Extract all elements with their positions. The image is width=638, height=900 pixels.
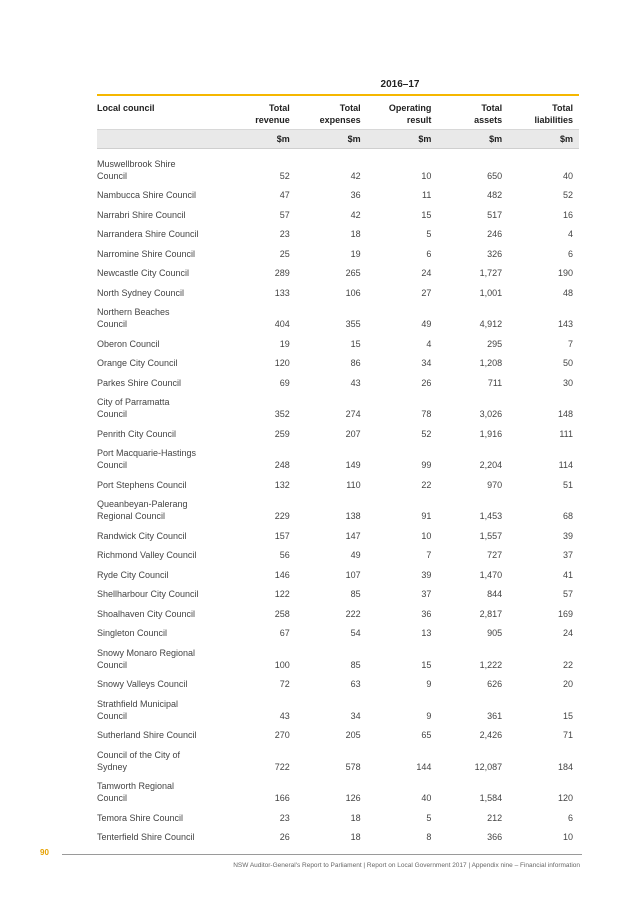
council-name: Temora Shire Council (97, 812, 184, 823)
cell-assets: 1,557 (479, 530, 503, 541)
cell-expenses: 54 (350, 628, 361, 638)
cell-expenses: 126 (345, 793, 361, 803)
cell-assets: 482 (487, 190, 503, 200)
cell-revenue: 47 (279, 190, 290, 200)
header-total-liabilities: Total liabilities (534, 103, 573, 125)
cell-expenses: 42 (350, 170, 361, 181)
cell-revenue: 722 (274, 761, 290, 772)
cell-operating: 40 (421, 793, 432, 803)
year-heading: 2016–17 (380, 79, 420, 90)
cell-expenses: 107 (345, 569, 361, 580)
cell-assets: 246 (487, 229, 503, 239)
cell-expenses: 18 (350, 832, 361, 842)
cell-liabilities: 120 (557, 793, 573, 803)
cell-expenses: 18 (350, 229, 361, 239)
unit-operating: $m (367, 130, 438, 149)
cell-assets: 626 (487, 679, 503, 689)
cell-operating: 22 (421, 479, 432, 490)
cell-revenue: 19 (279, 338, 290, 349)
cell-liabilities: 37 (562, 550, 573, 560)
cell-operating: 26 (421, 377, 432, 388)
cell-revenue: 270 (274, 730, 290, 740)
council-name: Narrabri Shire Council (97, 209, 186, 220)
cell-revenue: 23 (279, 812, 290, 823)
table-row (97, 585, 579, 605)
cell-revenue: 52 (279, 170, 290, 181)
cell-revenue: 122 (274, 589, 290, 599)
table-row (97, 565, 579, 585)
council-name: Nambucca Shire Council (97, 190, 197, 200)
table-row (97, 745, 579, 777)
table-row (97, 546, 579, 566)
table-row (97, 694, 579, 726)
cell-assets: 1,222 (479, 659, 503, 670)
cell-expenses: 85 (350, 589, 361, 599)
cell-operating: 91 (421, 511, 432, 521)
council-name: Parkes Shire Council (97, 377, 182, 388)
cell-liabilities: 20 (562, 679, 573, 689)
cell-assets: 1,916 (479, 428, 503, 439)
table-row (97, 149, 579, 186)
cell-revenue: 67 (279, 628, 290, 638)
cell-assets: 4,912 (479, 319, 503, 329)
table-row (97, 393, 579, 425)
cell-operating: 24 (421, 268, 432, 278)
table-row (97, 526, 579, 546)
table-row (97, 624, 579, 644)
table-row (97, 283, 579, 303)
cell-operating: 34 (421, 358, 432, 368)
council-name: Narrandera Shire Council (97, 229, 199, 239)
council-financials-table (97, 97, 579, 847)
council-name: Richmond Valley Council (97, 550, 197, 560)
cell-expenses: 222 (345, 608, 361, 619)
table-row (97, 303, 579, 335)
cell-liabilities: 40 (562, 170, 573, 181)
cell-operating: 99 (421, 460, 432, 470)
cell-expenses: 106 (345, 287, 361, 298)
cell-operating: 11 (422, 190, 432, 200)
cell-liabilities: 50 (562, 358, 573, 368)
cell-assets: 2,426 (479, 730, 503, 740)
cell-operating: 65 (421, 730, 432, 740)
cell-revenue: 57 (279, 209, 290, 220)
table-row (97, 354, 579, 374)
cell-expenses: 149 (345, 460, 361, 470)
table-row (97, 495, 579, 527)
cell-liabilities: 169 (557, 608, 573, 619)
cell-expenses: 49 (350, 550, 361, 560)
council-name: Oberon Council (97, 338, 160, 349)
council-name: Port Macquarie-Hastings Council (97, 448, 197, 470)
header-total-revenue: Total revenue (255, 103, 290, 125)
cell-assets: 326 (487, 248, 503, 259)
cell-expenses: 265 (345, 268, 361, 278)
cell-operating: 6 (426, 248, 432, 259)
council-name: Strathfield Municipal Council (97, 698, 179, 721)
table-row (97, 205, 579, 225)
council-name: Muswellbrook Shire Council (97, 158, 176, 181)
page-number: 90 (40, 848, 49, 857)
cell-expenses: 43 (350, 377, 361, 388)
cell-operating: 8 (426, 832, 432, 842)
cell-expenses: 18 (350, 812, 361, 823)
council-name: Tamworth Regional Council (97, 781, 175, 803)
cell-operating: 49 (421, 319, 432, 329)
cell-liabilities: 6 (567, 812, 573, 823)
cell-assets: 1,001 (479, 287, 503, 298)
cell-liabilities: 6 (567, 248, 573, 259)
cell-operating: 39 (421, 569, 432, 580)
cell-liabilities: 24 (562, 628, 573, 638)
cell-assets: 1,208 (479, 358, 503, 368)
table-row (97, 808, 579, 828)
cell-liabilities: 111 (559, 428, 573, 439)
cell-revenue: 69 (279, 377, 290, 388)
header-local-council: Local council (97, 103, 155, 113)
table-body (97, 149, 579, 848)
cell-expenses: 15 (350, 338, 361, 349)
cell-operating: 5 (426, 229, 432, 239)
cell-operating: 7 (426, 550, 432, 560)
cell-assets: 711 (487, 377, 503, 388)
cell-assets: 970 (487, 479, 503, 490)
table-row (97, 225, 579, 245)
table-row (97, 244, 579, 264)
cell-expenses: 36 (350, 190, 361, 200)
cell-assets: 1,470 (479, 569, 503, 580)
cell-assets: 1,584 (479, 793, 503, 803)
cell-expenses: 19 (350, 248, 361, 259)
cell-revenue: 289 (274, 268, 290, 278)
cell-assets: 366 (487, 832, 503, 842)
cell-operating: 15 (421, 659, 432, 670)
cell-liabilities: 22 (562, 659, 573, 670)
cell-revenue: 26 (279, 832, 290, 842)
cell-assets: 212 (487, 812, 503, 823)
cell-assets: 1,453 (479, 511, 503, 521)
cell-liabilities: 71 (562, 730, 573, 740)
cell-assets: 905 (487, 628, 503, 638)
unit-assets: $m (437, 130, 508, 149)
council-name: Shellharbour City Council (97, 589, 199, 599)
cell-revenue: 248 (274, 460, 290, 470)
cell-revenue: 166 (274, 793, 290, 803)
unit-expenses: $m (296, 130, 367, 149)
cell-liabilities: 68 (562, 511, 573, 521)
council-name: Council of the City of Sydney (97, 749, 181, 772)
cell-revenue: 72 (279, 679, 290, 689)
cell-revenue: 120 (274, 358, 290, 368)
table-row (97, 475, 579, 495)
cell-revenue: 157 (274, 530, 290, 541)
council-name: Randwick City Council (97, 530, 187, 541)
cell-expenses: 110 (346, 479, 361, 490)
council-name: Snowy Monaro Regional Council (97, 647, 196, 670)
footer-text: NSW Auditor-General's Report to Parliament | Report on Local Government 2017 | Appendix nine – Financial information (233, 862, 580, 869)
table-row (97, 444, 579, 476)
header-total-assets: Total assets (474, 103, 503, 125)
council-name: Shoalhaven City Council (97, 608, 196, 619)
cell-assets: 844 (487, 589, 503, 599)
cell-revenue: 23 (279, 229, 290, 239)
cell-assets: 727 (487, 550, 503, 560)
council-name: Tenterfield Shire Council (97, 832, 195, 842)
council-name: Newcastle City Council (97, 268, 190, 278)
cell-revenue: 100 (274, 659, 290, 670)
cell-assets: 12,087 (474, 761, 503, 772)
cell-liabilities: 48 (562, 287, 573, 298)
column-header-row (97, 97, 579, 130)
cell-expenses: 138 (345, 511, 361, 521)
cell-operating: 15 (421, 209, 432, 220)
cell-liabilities: 190 (557, 268, 573, 278)
cell-operating: 5 (426, 812, 432, 823)
units-blank (97, 130, 225, 149)
council-name: City of Parramatta Council (97, 397, 170, 419)
council-name: Port Stephens Council (97, 479, 187, 490)
council-name: Northern Beaches Council (97, 307, 170, 329)
cell-liabilities: 51 (562, 479, 573, 490)
council-name: Queanbeyan-Palerang Regional Council (97, 499, 188, 521)
cell-operating: 13 (421, 628, 432, 638)
council-name: Sutherland Shire Council (97, 730, 197, 740)
cell-expenses: 147 (345, 530, 361, 541)
header-total-expenses: Total expenses (319, 103, 361, 125)
cell-operating: 4 (426, 338, 432, 349)
cell-liabilities: 184 (557, 761, 573, 772)
cell-revenue: 229 (274, 511, 290, 521)
header-rule (97, 94, 579, 96)
cell-liabilities: 30 (562, 377, 573, 388)
cell-assets: 361 (487, 710, 503, 721)
council-name: Narromine Shire Council (97, 248, 196, 259)
cell-assets: 2,817 (479, 608, 503, 619)
unit-revenue: $m (225, 130, 296, 149)
table-row (97, 373, 579, 393)
cell-operating: 10 (421, 530, 432, 541)
cell-revenue: 258 (274, 608, 290, 619)
cell-liabilities: 57 (562, 589, 573, 599)
table-row (97, 828, 579, 848)
footer-rule (62, 854, 582, 855)
cell-operating: 9 (426, 710, 432, 721)
cell-assets: 2,204 (479, 460, 503, 470)
cell-assets: 650 (487, 170, 503, 181)
cell-expenses: 85 (350, 659, 361, 670)
cell-revenue: 146 (274, 569, 290, 580)
cell-revenue: 259 (274, 428, 290, 439)
cell-liabilities: 4 (567, 229, 573, 239)
cell-liabilities: 7 (567, 338, 573, 349)
header-operating-result: Operating result (388, 103, 432, 125)
cell-operating: 37 (421, 589, 432, 599)
cell-liabilities: 15 (562, 710, 573, 721)
table-row (97, 643, 579, 675)
table-row (97, 424, 579, 444)
council-name: Singleton Council (97, 628, 168, 638)
council-name: North Sydney Council (97, 287, 185, 298)
cell-assets: 3,026 (479, 409, 503, 419)
table-row (97, 334, 579, 354)
cell-operating: 27 (421, 287, 432, 298)
council-name: Snowy Valleys Council (97, 679, 188, 689)
cell-expenses: 578 (345, 761, 361, 772)
cell-revenue: 56 (279, 550, 290, 560)
cell-revenue: 132 (274, 479, 290, 490)
cell-liabilities: 148 (557, 409, 573, 419)
table-row (97, 777, 579, 809)
council-name: Penrith City Council (97, 428, 177, 439)
cell-operating: 10 (421, 170, 432, 181)
cell-liabilities: 143 (557, 319, 573, 329)
cell-operating: 78 (421, 409, 432, 419)
cell-assets: 295 (487, 338, 503, 349)
cell-liabilities: 52 (562, 190, 573, 200)
cell-assets: 517 (487, 209, 503, 220)
unit-liabilities: $m (508, 130, 579, 149)
cell-revenue: 404 (274, 319, 290, 329)
council-name: Orange City Council (97, 358, 178, 368)
cell-expenses: 205 (345, 730, 361, 740)
cell-expenses: 207 (345, 428, 361, 439)
units-row (97, 130, 579, 149)
cell-expenses: 274 (345, 409, 361, 419)
cell-operating: 36 (421, 608, 432, 619)
cell-expenses: 34 (350, 710, 361, 721)
table-row (97, 726, 579, 746)
cell-revenue: 133 (274, 287, 290, 298)
cell-liabilities: 114 (558, 460, 573, 470)
table-row (97, 604, 579, 624)
cell-expenses: 63 (350, 679, 361, 689)
cell-liabilities: 41 (562, 569, 573, 580)
council-name: Ryde City Council (97, 569, 169, 580)
cell-expenses: 86 (350, 358, 361, 368)
cell-revenue: 352 (274, 409, 290, 419)
cell-expenses: 355 (345, 319, 361, 329)
cell-operating: 52 (421, 428, 432, 439)
cell-expenses: 42 (350, 209, 361, 220)
cell-revenue: 25 (279, 248, 290, 259)
cell-assets: 1,727 (479, 268, 503, 278)
cell-operating: 9 (426, 679, 432, 689)
cell-operating: 144 (416, 761, 432, 772)
cell-revenue: 43 (279, 710, 290, 721)
cell-liabilities: 16 (562, 209, 573, 220)
table-row (97, 186, 579, 206)
table-row (97, 264, 579, 284)
table-row (97, 675, 579, 695)
cell-liabilities: 39 (562, 530, 573, 541)
cell-liabilities: 10 (562, 832, 573, 842)
